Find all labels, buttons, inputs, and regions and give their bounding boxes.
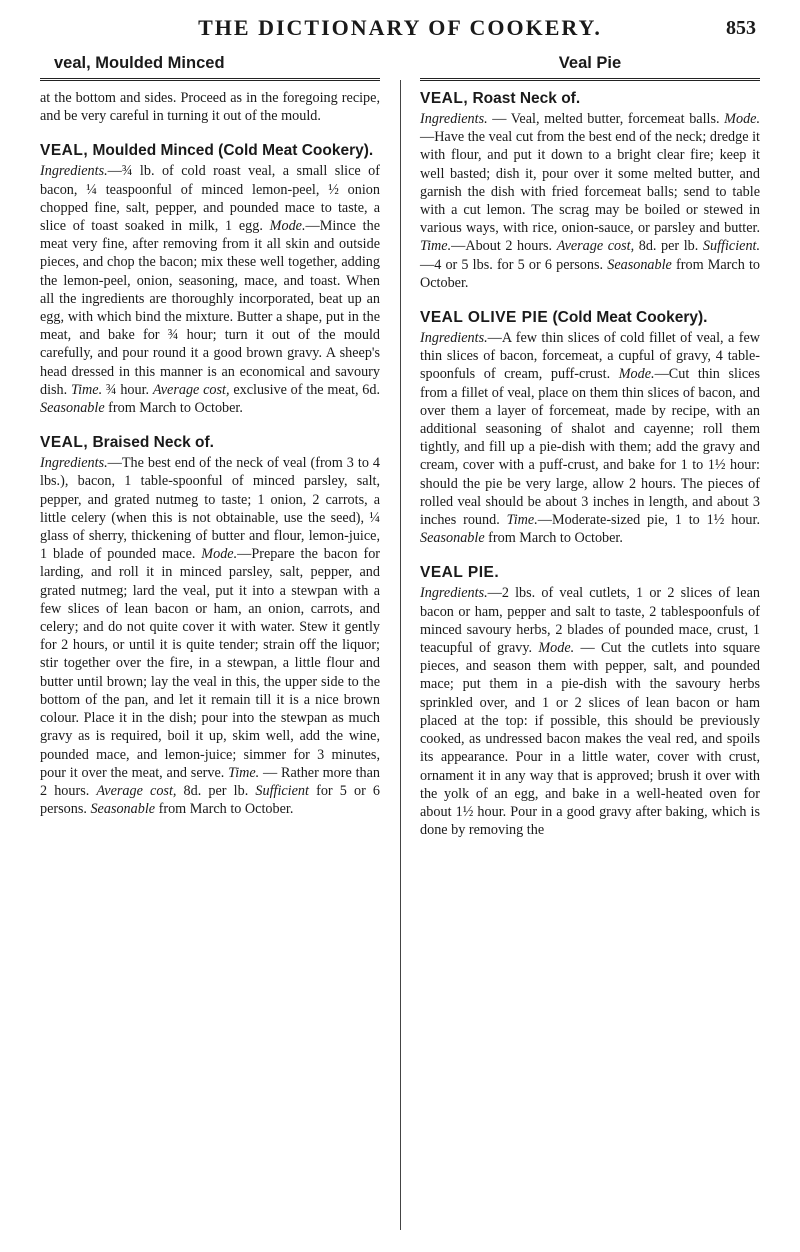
entry-headword: VEAL, (420, 90, 469, 107)
ingredients-label: Ingredients. (40, 163, 108, 180)
ingredients-text: —2 lbs. of veal cutlets, 1 or 2 slices of lean bacon or ham, pepper and salt to taste, 2 tablespoonfuls of minced savoury herbs, 2 blades of pounded mace, crust, 1 teacupful of gravy. (420, 585, 760, 657)
mode-text: —Mince the meat very fine, after removing from it all skin and outside pieces, and chop the bacon; mix these well together, adding the lemon-peel, onion, seasoning, mace, and toast. When all the ingredients are thoroughly incorporated, beat up an egg, with which bind the mixture. Butter a shape, put in the meat, and bake for ¾ hour; turn it out of the mould carefully, and pour round it a good brown gravy. A sheep's head dressed in this manner is an economical and savoury dish. (40, 218, 381, 398)
season-label: Seasonable (40, 400, 105, 417)
entry-subtitle: Braised Neck of. (88, 434, 214, 452)
entry-text (40, 454, 380, 818)
time-label: Time. (70, 381, 103, 398)
entry-headword: VEAL, (40, 434, 89, 452)
cost-text: exclusive of the meat, 6d. (229, 381, 381, 398)
entry-text (420, 110, 760, 292)
mode-text: —Cut thin slices from a fillet of veal, place on them thin slices of bacon, and over them a layer of forcemeat, made by recipe, with an additional seasoning of shalot and cayenne; roll them tightly, and fill up a pie-dish with them; add the gravy and cream, cover with a puff-crust, and bake for 1 to 1½ hour: should the pie be very large, allow 2 hours. The pieces of rolled veal should be about 3 inches in length, and about 3 inches round. (420, 366, 760, 529)
sufficient-text: for 5 or 6 persons. (40, 782, 381, 818)
cost-label: Average cost, (556, 238, 635, 255)
sufficient-label: Sufficient (255, 782, 309, 799)
entry-title (420, 89, 760, 109)
entry-text (40, 162, 380, 417)
season-text: from March to October. (155, 801, 294, 818)
ingredients-label: Ingredients. (420, 111, 488, 127)
ingredients-text: —¾ lb. of cold roast veal, a small slice of bacon, ¼ teaspoonful of minced lemon-peel, ½ onion chopped fine, salt, pepper, and pounded mace to taste, a slice of toast soaked in milk, 1 egg. (40, 163, 380, 235)
entry-headword: VEAL PIE. (420, 564, 500, 582)
mode-label: Mode. (269, 218, 306, 235)
continuation-text: at the bottom and sides. Proceed as in the foregoing recipe, and be very careful in turning it out of the mould. (40, 90, 380, 125)
time-text: —About 2 hours. (451, 238, 553, 255)
entry-title (40, 433, 380, 453)
season-text: from March to October. (420, 256, 760, 291)
entry-headword: VEAL OLIVE PIE (420, 309, 549, 327)
entry-veal-moulded-minced (40, 141, 380, 417)
left-column-heading: veal, Moulded Minced (40, 48, 380, 81)
entry-title (420, 308, 760, 328)
mode-text: —Prepare the bacon for larding, and roll it in minced parsley, salt, pepper, and grated nutmeg; lard the veal, put it into a stewpan with a few slices of lean bacon or ham, an onion, carrots, and celery; and do not quite cover it with water. Stew it gently for 2 hours, or until it is quite tender; strain off the liquor; stir together over the fire, in a stewpan, a little flour and butter until brown; lay the veal in this, the upper side to the bottom of the pan, and let it remain till it is a nice brown colour. Place it in the dish; pour into the stewpan as much gravy as is required, boil it up, skim well, add the wine, pounded mace, and lemon-juice; simmer for 3 minutes, pour it over the meat, and serve. (40, 546, 381, 781)
ingredients-text: —A few thin slices of cold fillet of veal, a few thin slices of bacon, forcemeat, a cupful of gravy, 4 table-spoonfuls of cream, puff-crust. (420, 330, 760, 383)
entry-veal-braised-neck (40, 433, 380, 818)
time-label: Time. (420, 238, 452, 255)
mode-label: Mode. (538, 640, 575, 657)
time-label: Time. (228, 764, 260, 781)
mode-label: Mode. (724, 111, 761, 127)
time-label: Time. (506, 512, 538, 529)
entry-veal-pie (420, 563, 760, 839)
time-text: — Rather more than 2 hours. (40, 764, 380, 799)
entry-veal-olive-pie (420, 308, 760, 547)
cost-label: Average cost, (96, 782, 177, 799)
running-head (40, 8, 760, 48)
mode-label: Mode. (201, 546, 238, 563)
mode-label: Mode. (618, 366, 655, 383)
two-column-body (40, 48, 760, 1244)
sufficient-text: —4 or 5 lbs. for 5 or 6 persons. (420, 256, 604, 273)
ingredients-text: —The best end of the neck of veal (from 3 to 4 lbs.), bacon, 1 table-spoonful of minced parsley, salt, pepper, and grated nutmeg to taste; 1 onion, 2 carrots, a little celery (when this is not obtainable, use the seed), ¼ glass of sherry, thickening of butter and flour, lemon-juice, 1 blade of pounded mace. (40, 455, 380, 563)
entry-text (420, 329, 760, 547)
entry-veal-roast-neck (420, 89, 760, 292)
entry-subtitle: Roast Neck of. (468, 90, 581, 107)
entry-headword: VEAL, (40, 142, 89, 160)
column-divider (400, 80, 401, 1230)
entry-subtitle: (Cold Meat Cookery). (548, 309, 708, 327)
time-text: —Moderate-sized pie, 1 to 1½ hour. (537, 512, 760, 529)
sufficient-label: Sufficient. (702, 238, 761, 255)
season-text: from March to October. (104, 400, 243, 417)
entry-title (420, 563, 760, 583)
ingredients-label: Ingredients. (40, 455, 108, 472)
time-text: ¾ hour. (102, 381, 150, 398)
left-column (40, 48, 380, 818)
season-label: Seasonable (607, 256, 672, 273)
entry-title (40, 141, 380, 161)
ingredients-label: Ingredients. (420, 330, 488, 347)
entry-text (420, 584, 760, 839)
ingredients-text: — Veal, melted butter, forcemeat balls. (487, 111, 720, 127)
entry-subtitle: Moulded Minced (Cold Meat Cookery). (88, 142, 374, 160)
cost-text: 8d. per lb. (634, 238, 699, 255)
ingredients-label: Ingredients. (420, 585, 488, 602)
mode-text: — Cut the cutlets into square pieces, and season them with pepper, salt, and pounded mace; put them in a pie-dish with the savoury herbs sprinkled over, and 1 or 2 slices of lean bacon or ham placed at the top: if possible, this should be previously cooked, as undressed bacon makes the veal red, and spoils its appearance. Pour in a little water, cover with crust, ornament it in any way that is approved; brush it over with the yolk of an egg, and bake in a well-heated oven for about 1½ hour. Pour in a good gravy after baking, which is done by removing the (420, 640, 761, 839)
season-text: from March to October. (484, 530, 623, 547)
page-title: THE DICTIONARY OF COOKERY. (198, 15, 602, 40)
mode-text: —Have the veal cut from the best end of the neck; dredge it with flour, and put it down to a bright clear fire; keep it well basted; dish it, pour over it some melted butter, and garnish the dish with fried forcemeat balls; send to table with a cut lemon. The scrag may be boiled or stewed in various ways, with rice, onion-sauce, or parsley and butter. (420, 129, 760, 237)
cost-text: 8d. per lb. (176, 782, 249, 799)
season-label: Seasonable (420, 530, 485, 547)
page-number: 853 (726, 17, 756, 39)
right-column-heading: Veal Pie (420, 48, 760, 81)
right-column (420, 48, 760, 839)
cost-label: Average cost, (152, 381, 230, 398)
season-label: Seasonable (90, 801, 156, 818)
